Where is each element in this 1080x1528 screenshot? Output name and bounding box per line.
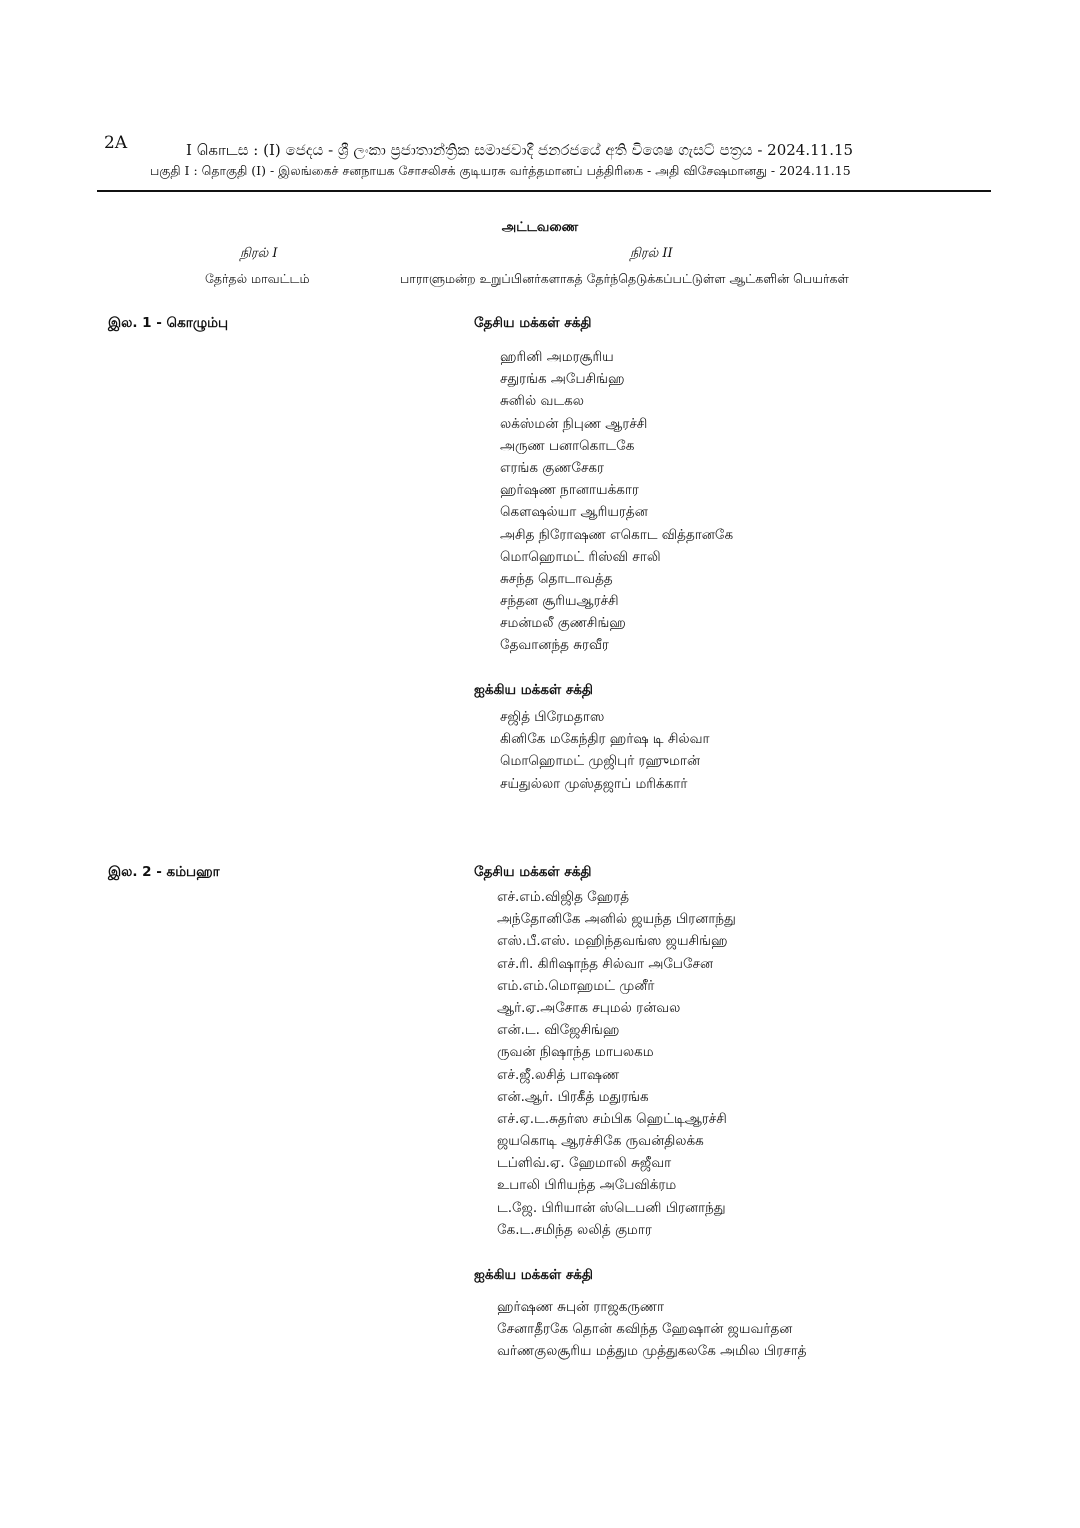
member-name: உபாலி பிரியந்த அபேவிக்ரம xyxy=(497,1177,677,1194)
member-name: எச்.ஏ.ட.சுதர்ஸ சம்பிக ஹெட்டிஆரச்சி xyxy=(497,1110,727,1127)
member-name: எச்.ரி. கிரிஷாந்த சில்வா அபேசேன xyxy=(497,955,714,972)
member-name: சந்தன சூரியஆரச்சி xyxy=(500,593,619,610)
member-name: சமன்மலீ குணசிங்ஹ xyxy=(500,615,626,632)
member-name: வர்ணகுலசூரிய மத்தும முத்துகலகே அமில பிரசாத் xyxy=(497,1343,807,1360)
column1-label: நிரல் I xyxy=(240,246,278,261)
header-divider xyxy=(97,190,991,192)
member-name: சய்துல்லா முஸ்தஜாப் மரிக்கார் xyxy=(500,775,688,792)
member-name: ஹர்ஷண நானாயக்கார xyxy=(500,482,639,499)
member-name: என்.ட. விஜேசிங்ஹ xyxy=(497,1022,620,1039)
member-name: மொஹொமட் முஜிபுர் ரஹுமான் xyxy=(500,753,701,770)
column1-heading: தேர்தல் மாவட்டம் xyxy=(205,271,310,286)
member-name: ருவன் நிஷாந்த மாபலகம xyxy=(497,1044,654,1061)
member-name: அந்தோனிகே அனில் ஜயந்த பிரனாந்து xyxy=(497,911,736,928)
column2-label: நிரல் II xyxy=(630,246,673,261)
page-number: 2A xyxy=(104,133,128,153)
member-name: கினிகே மகேந்திர ஹர்ஷ டி சில்வா xyxy=(500,731,710,748)
gazette-header-tamil: பகுதி I : தொகுதி (I) - இலங்கைச் சனநாயக சோசலிசக் குடியரசு வர்த்தமானப் பத்திரிகை - அதி விசேஷமானது - 2024.11.15 xyxy=(150,163,851,178)
member-name: எரங்க குணசேகர xyxy=(500,459,605,476)
gazette-header-sinhala: I கொடස : (I) ජෙදය - ශ්‍රී ලංකා ප්‍රජාතාන්ත්‍රික සමාජවාදී ජනරජයේ අති විශෙෂ ගැසට් පත්‍රය - 2024.11.15 xyxy=(186,141,854,159)
member-name: தேவானந்த சுரவீர xyxy=(500,637,609,654)
member-name: சுனில் வடகல xyxy=(500,393,584,410)
member-name: ட.ஜே. பிரியான் ஸ்டெபனி பிரனாந்து xyxy=(497,1199,726,1216)
member-name: ஜயகொடி ஆரச்சிகே ருவன்திலக்க xyxy=(497,1133,704,1150)
district-colombo: இல. 1 - கொழும்பு xyxy=(108,315,229,331)
member-name: டப்ளிவ்.ஏ. ஹேமாலி சுஜீவா xyxy=(497,1155,672,1172)
member-list-gampaha-npp xyxy=(497,886,736,1241)
member-list-colombo-npp xyxy=(500,346,733,657)
member-name: ஹர்ஷண சுபுன் ராஜகருணா xyxy=(497,1299,665,1315)
column2-heading: பாராளுமன்ற உறுப்பினர்களாகத் தேர்ந்தெடுக்கப்பட்டுள்ள ஆட்களின் பெயர்கள் xyxy=(400,271,849,286)
member-name: சுசந்த தொடாவத்த xyxy=(500,570,613,587)
member-name: அருண பனாகொடகே xyxy=(500,437,635,454)
member-name: என்.ஆர். பிரகீத் மதுரங்க xyxy=(497,1088,649,1105)
member-name: சஜித் பிரேமதாஸ xyxy=(500,709,605,725)
member-name: சதுரங்க அபேசிங்ஹ xyxy=(500,371,625,388)
member-name: அசித நிரோஷண எகொட வித்தானகே xyxy=(500,526,734,543)
party-heading-sjb: ஐக்கிய மக்கள் சக்தி xyxy=(474,682,593,698)
party-heading-sjb: ஐக்கிய மக்கள் சக்தி xyxy=(474,1267,593,1283)
member-name: எஸ்.பீ.எஸ். மஹிந்தவங்ஸ ஜயசிங்ஹ xyxy=(497,933,728,950)
party-heading-npp: தேசிய மக்கள் சக்தி xyxy=(474,315,592,331)
member-list-colombo-sjb xyxy=(500,706,710,795)
member-name: ஹரினி அமரசூரிய xyxy=(500,349,614,365)
district-gampaha: இல. 2 - கம்பஹா xyxy=(108,864,220,880)
member-name: எச்.ஜீ.லசித் பாஷண xyxy=(497,1066,620,1083)
member-name: ஆர்.ஏ.அசோக சபுமல் ரன்வல xyxy=(497,999,681,1016)
member-name: கௌஷல்யா ஆரியரத்ன xyxy=(500,504,648,521)
schedule-title: அட்டவணை xyxy=(501,220,579,235)
member-name: எம்.எம்.மொஹமட் முனீர் xyxy=(497,977,655,994)
member-name: லக்ஸ்மன் நிபுண ஆரச்சி xyxy=(500,415,648,432)
member-list-gampaha-sjb xyxy=(497,1296,807,1363)
member-name: கே.ட.சமிந்த லலித் குமார xyxy=(497,1221,652,1238)
party-heading-npp: தேசிய மக்கள் சக்தி xyxy=(474,864,592,880)
member-name: சேனாதீரகே தொன் கவிந்த ஹேஷான் ஜயவர்தன xyxy=(497,1321,793,1338)
member-name: மொஹொமட் ரிஸ்வி சாலி xyxy=(500,548,661,565)
member-name: எச்.எம்.விஜித ஹேரத் xyxy=(497,889,630,905)
